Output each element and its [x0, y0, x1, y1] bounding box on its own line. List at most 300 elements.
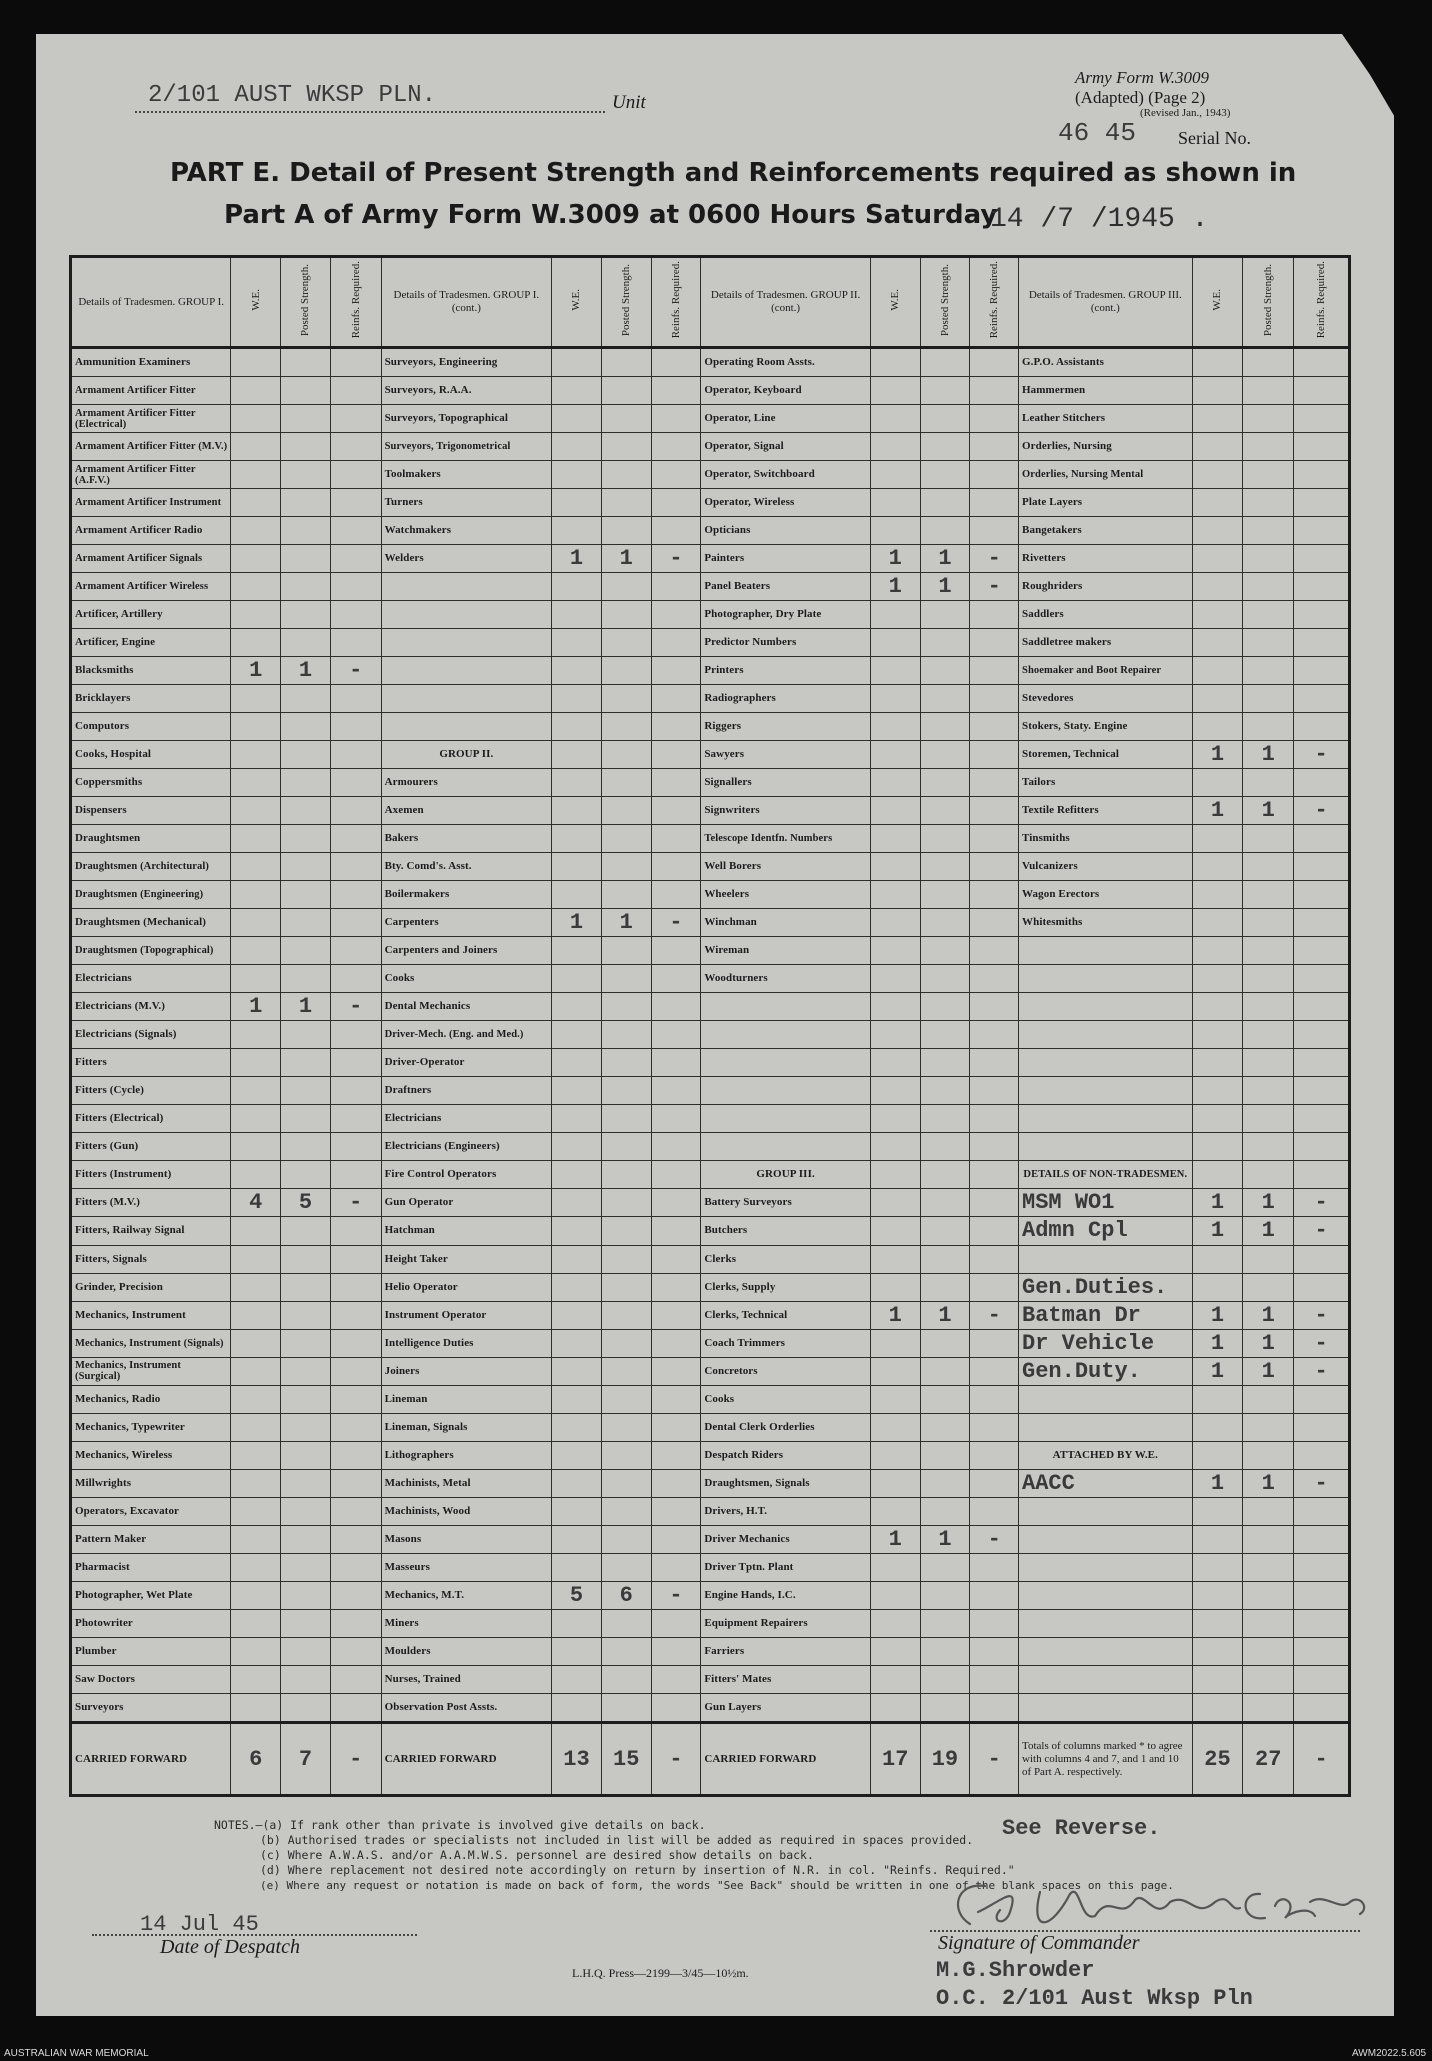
value-we [870, 601, 920, 629]
trade-name: Orderlies, Nursing Mental [1019, 461, 1193, 489]
value-reinfs [330, 1497, 381, 1525]
archive-label: AUSTRALIAN WAR MEMORIAL [4, 2048, 149, 2059]
trade-name: Armourers [381, 769, 552, 797]
table-row [71, 489, 1350, 517]
value-posted [1243, 937, 1294, 965]
value-reinfs: - [1294, 1217, 1350, 1245]
value-reinfs [651, 489, 701, 517]
value-we [231, 1413, 281, 1441]
value-posted [281, 713, 331, 741]
value-posted [601, 1077, 651, 1105]
value-we [552, 1301, 602, 1329]
trade-name: Dental Clerk Orderlies [701, 1413, 871, 1441]
table-row [71, 1021, 1350, 1049]
value-we [1192, 433, 1243, 461]
value-posted [1243, 573, 1294, 601]
value-we [870, 461, 920, 489]
value-we: 1 [552, 909, 602, 937]
value-we [552, 1189, 602, 1217]
trade-name: Wheelers [701, 881, 871, 909]
trade-name: Radiographers [701, 685, 871, 713]
value-we [870, 1217, 920, 1245]
value-reinfs [970, 1133, 1019, 1161]
trade-name: Driver Mechanics [701, 1525, 871, 1553]
value-we [231, 1217, 281, 1245]
trade-name: Concretors [701, 1357, 871, 1385]
value-posted [281, 1245, 331, 1273]
value-we [1192, 1413, 1243, 1441]
value-posted [1243, 405, 1294, 433]
table-row [71, 1609, 1350, 1637]
value-we [552, 433, 602, 461]
value-reinfs [651, 1413, 701, 1441]
value-reinfs [651, 1357, 701, 1385]
value-posted [281, 601, 331, 629]
value-posted [1243, 713, 1294, 741]
value-posted [281, 1469, 331, 1497]
value-reinfs [970, 1217, 1019, 1245]
value-reinfs [651, 1385, 701, 1413]
trade-name: Operators, Excavator [71, 1497, 231, 1525]
trade-name: Roughriders [1019, 573, 1193, 601]
value-reinfs [970, 405, 1019, 433]
trade-name [1019, 1637, 1193, 1665]
value-posted [920, 405, 970, 433]
trade-name: Operator, Switchboard [701, 461, 871, 489]
value-posted [1243, 1441, 1294, 1469]
we-header: W.E. [870, 257, 920, 348]
value-posted [281, 1413, 331, 1441]
value-we [552, 461, 602, 489]
value-posted [281, 1553, 331, 1581]
table-row [71, 1665, 1350, 1693]
value-posted [920, 657, 970, 685]
value-posted [920, 853, 970, 881]
trade-name: Clerks, Supply [701, 1273, 871, 1301]
cf-g1-we: 6 [231, 1723, 281, 1796]
value-we [1192, 1581, 1243, 1609]
form-adapted: (Adapted) (Page 2) [1075, 88, 1206, 107]
table-row [71, 1525, 1350, 1553]
value-posted [1243, 965, 1294, 993]
trade-name: Armament Artificer Fitter (M.V.) [71, 433, 231, 461]
value-we [1192, 993, 1243, 1021]
value-reinfs [651, 1245, 701, 1273]
value-we [870, 1497, 920, 1525]
strength-table [69, 255, 1351, 1797]
value-we [1192, 1133, 1243, 1161]
value-we: 1 [1192, 797, 1243, 825]
value-we [870, 629, 920, 657]
value-posted [281, 1385, 331, 1413]
value-we [870, 1245, 920, 1273]
note-e: (e) Where any request or notation is made on back of form, the words "See Back" should be written in one of the blank spaces on this page. [260, 1879, 1174, 1892]
trade-name: Fitters (Electrical) [71, 1105, 231, 1133]
value-we: 5 [552, 1581, 602, 1609]
table-row [71, 1189, 1350, 1217]
value-we [870, 1357, 920, 1385]
value-we [552, 1385, 602, 1413]
despatch-label: Date of Despatch [160, 1936, 300, 1958]
trade-name: Miners [381, 1609, 552, 1637]
value-we [552, 1329, 602, 1357]
value-reinfs [651, 825, 701, 853]
value-posted [281, 1693, 331, 1722]
trade-name: Plumber [71, 1637, 231, 1665]
value-posted [920, 1189, 970, 1217]
value-posted [920, 1217, 970, 1245]
value-reinfs: - [1294, 1469, 1350, 1497]
value-we [870, 909, 920, 937]
value-posted [601, 825, 651, 853]
value-reinfs [330, 1665, 381, 1693]
value-posted: 1 [1243, 741, 1294, 769]
value-posted [920, 1385, 970, 1413]
table-row [71, 461, 1350, 489]
value-reinfs [970, 685, 1019, 713]
value-we [231, 629, 281, 657]
trade-name: Pattern Maker [71, 1525, 231, 1553]
trade-name: Equipment Repairers [701, 1609, 871, 1637]
value-posted [601, 741, 651, 769]
value-reinfs [970, 1077, 1019, 1105]
value-we [1192, 629, 1243, 657]
trade-name: Driver-Mech. (Eng. and Med.) [381, 1021, 552, 1049]
table-row [71, 881, 1350, 909]
value-posted [1243, 909, 1294, 937]
value-reinfs: - [330, 993, 381, 1021]
value-reinfs [330, 545, 381, 573]
value-reinfs [330, 1553, 381, 1581]
value-we: 1 [552, 545, 602, 573]
trade-name: Machinists, Wood [381, 1497, 552, 1525]
value-we [231, 1693, 281, 1722]
value-we [870, 1665, 920, 1693]
trade-name: Bty. Comd's. Asst. [381, 853, 552, 881]
value-posted: 1 [1243, 1217, 1294, 1245]
value-we [552, 1497, 602, 1525]
trade-name: Electricians (M.V.) [71, 993, 231, 1021]
trade-name: Tinsmiths [1019, 825, 1193, 853]
value-reinfs: - [1294, 741, 1350, 769]
value-we: 1 [1192, 741, 1243, 769]
value-we [1192, 1049, 1243, 1077]
trade-name: Driver-Operator [381, 1049, 552, 1077]
value-posted [1243, 1245, 1294, 1273]
value-we [1192, 1441, 1243, 1469]
value-posted [920, 601, 970, 629]
value-we [552, 1665, 602, 1693]
value-posted [601, 881, 651, 909]
trade-name: Well Borers [701, 853, 871, 881]
value-we [870, 1049, 920, 1077]
trade-name [1019, 1133, 1193, 1161]
value-posted [1243, 1385, 1294, 1413]
value-we [870, 1273, 920, 1301]
value-reinfs [330, 1329, 381, 1357]
value-posted [1243, 825, 1294, 853]
value-we [231, 965, 281, 993]
value-posted [1243, 1105, 1294, 1133]
table-row [71, 573, 1350, 601]
trade-name: Opticians [701, 517, 871, 545]
value-we [1192, 909, 1243, 937]
trade-name: Carpenters [381, 909, 552, 937]
value-posted: 1 [1243, 1301, 1294, 1329]
value-reinfs [330, 1385, 381, 1413]
value-reinfs [1294, 881, 1350, 909]
value-posted [920, 1105, 970, 1133]
value-we [1192, 377, 1243, 405]
value-posted [281, 1637, 331, 1665]
value-we [1192, 937, 1243, 965]
value-reinfs [1294, 769, 1350, 797]
value-reinfs [1294, 1581, 1350, 1609]
value-posted [920, 1581, 970, 1609]
table-row [71, 1133, 1350, 1161]
value-posted [920, 1413, 970, 1441]
value-we [1192, 1105, 1243, 1133]
value-reinfs [651, 1553, 701, 1581]
value-reinfs [330, 1049, 381, 1077]
value-reinfs: - [1294, 1189, 1350, 1217]
value-posted [601, 1329, 651, 1357]
value-we [870, 797, 920, 825]
value-we [1192, 348, 1243, 377]
trade-name: Cooks, Hospital [71, 741, 231, 769]
trade-name: Clerks [701, 1245, 871, 1273]
trade-name: Mechanics, Instrument (Surgical) [71, 1357, 231, 1385]
value-we [231, 1525, 281, 1553]
value-we [231, 1329, 281, 1357]
value-posted [281, 1217, 331, 1245]
trade-name: Plate Layers [1019, 489, 1193, 517]
value-posted [281, 965, 331, 993]
value-reinfs [330, 1077, 381, 1105]
signature-label: Signature of Commander [938, 1932, 1140, 1954]
group3-cont-heading: Details of Tradesmen. GROUP III. (cont.) [1019, 257, 1193, 348]
value-posted [920, 825, 970, 853]
reinfs-header: Reinfs. Required. [651, 257, 701, 348]
value-we [231, 853, 281, 881]
value-posted: 1 [1243, 1357, 1294, 1385]
value-posted [920, 461, 970, 489]
value-posted [601, 1609, 651, 1637]
value-we: 1 [1192, 1301, 1243, 1329]
trade-name: Ammunition Examiners [71, 348, 231, 377]
value-posted [281, 1105, 331, 1133]
trade-name: Helio Operator [381, 1273, 552, 1301]
value-posted [281, 629, 331, 657]
value-reinfs [970, 1021, 1019, 1049]
trade-name: Panel Beaters [701, 573, 871, 601]
value-reinfs: - [1294, 797, 1350, 825]
value-reinfs [330, 797, 381, 825]
value-reinfs [330, 1021, 381, 1049]
form-name: Army Form W.3009 [1075, 68, 1209, 87]
value-reinfs [1294, 965, 1350, 993]
trade-name [1019, 1581, 1193, 1609]
value-we [231, 909, 281, 937]
value-we [231, 461, 281, 489]
value-posted: 1 [1243, 1329, 1294, 1357]
trade-name: Winchman [701, 909, 871, 937]
value-posted [920, 1553, 970, 1581]
value-we [870, 377, 920, 405]
trade-name: Observation Post Assts. [381, 1693, 552, 1722]
value-posted: 1 [1243, 797, 1294, 825]
trade-name: Lineman, Signals [381, 1413, 552, 1441]
group2-cont-heading: Details of Tradesmen. GROUP II. (cont.) [701, 257, 871, 348]
value-posted [601, 601, 651, 629]
note-a: NOTES.—(a) If rank other than private is involved give details on back. [214, 1818, 706, 1832]
value-we [231, 741, 281, 769]
trade-name: Artificer, Artillery [71, 601, 231, 629]
value-reinfs: - [651, 1581, 701, 1609]
value-we [231, 1441, 281, 1469]
value-posted [920, 517, 970, 545]
value-we [552, 377, 602, 405]
trade-name: Armament Artificer Wireless [71, 573, 231, 601]
value-we [231, 937, 281, 965]
carried-forward-label: CARRIED FORWARD [701, 1723, 871, 1796]
trade-name: Masseurs [381, 1553, 552, 1581]
value-posted [920, 1609, 970, 1637]
value-posted [601, 1301, 651, 1329]
value-we [231, 1105, 281, 1133]
value-we [552, 405, 602, 433]
trade-name: Signwriters [701, 797, 871, 825]
trade-name: Rivetters [1019, 545, 1193, 573]
note-b: (b) Authorised trades or specialists not included in list will be added as required in spaces provided. [260, 1833, 974, 1847]
trade-name [381, 657, 552, 685]
trade-name: Vulcanizers [1019, 853, 1193, 881]
value-we [552, 601, 602, 629]
value-posted [601, 1413, 651, 1441]
value-posted [281, 1077, 331, 1105]
value-reinfs [970, 1553, 1019, 1581]
value-we [1192, 517, 1243, 545]
value-posted [920, 909, 970, 937]
value-reinfs [330, 1441, 381, 1469]
value-we [870, 1637, 920, 1665]
value-reinfs [970, 1329, 1019, 1357]
value-reinfs [970, 489, 1019, 517]
value-reinfs [970, 937, 1019, 965]
value-reinfs [651, 1049, 701, 1077]
value-we [231, 881, 281, 909]
value-we: 1 [1192, 1329, 1243, 1357]
table-row [71, 937, 1350, 965]
trade-name: Computors [71, 713, 231, 741]
table-row [71, 657, 1350, 685]
value-posted [601, 1217, 651, 1245]
despatch-date: 14 Jul 45 [140, 1912, 259, 1937]
value-reinfs: - [330, 657, 381, 685]
value-reinfs [1294, 1609, 1350, 1637]
value-we [231, 1245, 281, 1273]
value-posted [1243, 881, 1294, 909]
value-posted [920, 993, 970, 1021]
value-we [870, 853, 920, 881]
table-row [71, 1049, 1350, 1077]
value-posted [920, 1049, 970, 1077]
value-reinfs [651, 1161, 701, 1189]
trade-name: Farriers [701, 1637, 871, 1665]
trade-name: Moulders [381, 1637, 552, 1665]
trade-name: Lithographers [381, 1441, 552, 1469]
value-reinfs [651, 713, 701, 741]
trade-name: Armament Artificer Signals [71, 545, 231, 573]
value-we [552, 1637, 602, 1665]
value-reinfs [1294, 433, 1350, 461]
value-posted [920, 685, 970, 713]
trade-name: Bangetakers [1019, 517, 1193, 545]
value-posted [601, 405, 651, 433]
value-posted: 1 [920, 545, 970, 573]
value-posted: 1 [920, 573, 970, 601]
value-we [552, 1525, 602, 1553]
value-posted [920, 348, 970, 377]
trade-name [1019, 1049, 1193, 1077]
value-posted [281, 1161, 331, 1189]
value-posted [920, 1245, 970, 1273]
trade-name: Signallers [701, 769, 871, 797]
value-posted [1243, 1665, 1294, 1693]
value-reinfs: - [1294, 1329, 1350, 1357]
value-posted [1243, 1525, 1294, 1553]
value-reinfs [970, 657, 1019, 685]
trade-name: Storemen, Technical [1019, 741, 1193, 769]
value-reinfs [970, 1665, 1019, 1693]
value-we [552, 1245, 602, 1273]
value-reinfs [651, 573, 701, 601]
value-posted [601, 1469, 651, 1497]
trade-name: G.P.O. Assistants [1019, 348, 1193, 377]
value-posted [281, 909, 331, 937]
group-heading: ATTACHED BY W.E. [1019, 1441, 1193, 1469]
trade-name: Operating Room Assts. [701, 348, 871, 377]
value-we [1192, 853, 1243, 881]
unit-dotline [135, 111, 605, 113]
value-reinfs [970, 517, 1019, 545]
value-we [870, 1161, 920, 1189]
value-we [552, 1413, 602, 1441]
value-we [552, 1049, 602, 1077]
value-reinfs [330, 601, 381, 629]
value-posted [281, 433, 331, 461]
value-we [552, 657, 602, 685]
value-we [870, 348, 920, 377]
table-row [71, 377, 1350, 405]
value-we [231, 1609, 281, 1637]
value-we [552, 629, 602, 657]
value-reinfs: - [970, 1525, 1019, 1553]
value-we [552, 489, 602, 517]
value-reinfs [330, 1273, 381, 1301]
value-we [870, 881, 920, 909]
trade-name: Mechanics, Typewriter [71, 1413, 231, 1441]
value-posted [1243, 1637, 1294, 1665]
cf-g1-reinfs: - [330, 1723, 381, 1796]
value-reinfs [1294, 853, 1350, 881]
value-we [231, 1637, 281, 1665]
value-reinfs [651, 769, 701, 797]
value-reinfs [970, 377, 1019, 405]
value-we [552, 1217, 602, 1245]
value-reinfs [651, 1609, 701, 1637]
value-posted [601, 1385, 651, 1413]
